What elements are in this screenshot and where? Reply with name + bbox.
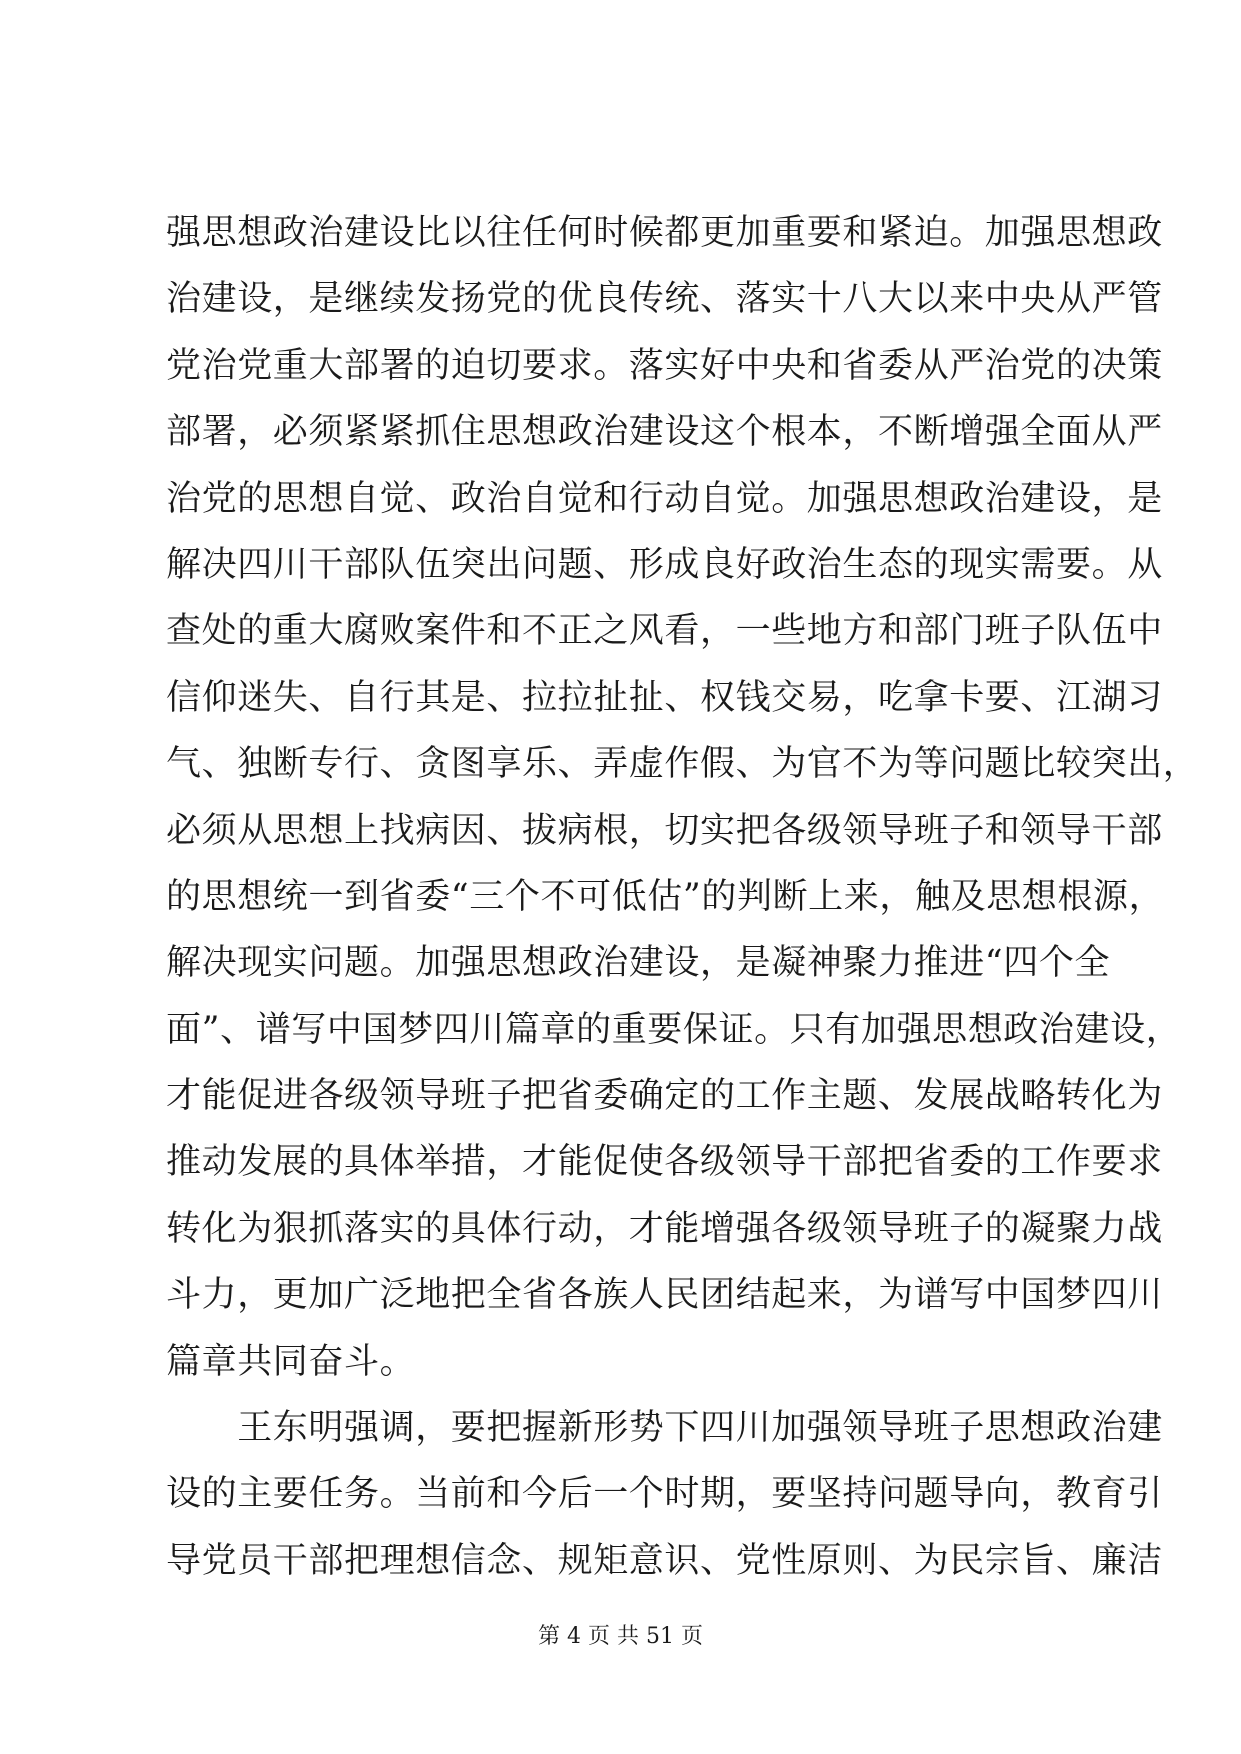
text-line: 解决四川干部队伍突出问题、形成良好政治生态的现实需要。从 xyxy=(166,544,1163,585)
text-line: 部署，必须紧紧抓住思想政治建设这个根本，不断增强全面从严 xyxy=(166,412,1163,453)
text-line: 篇章共同奋斗。 xyxy=(166,1341,416,1382)
text-line: 强思想政治建设比以往任何时候都更加重要和紧迫。加强思想政 xyxy=(166,213,1163,253)
text-line: 推动发展的具体举措，才能促使各级领导干部把省委的工作要求 xyxy=(166,1142,1163,1183)
text-line: 斗力，更加广泛地把全省各族人民团结起来，为谱写中国梦四川 xyxy=(166,1275,1163,1316)
text-line: 查处的重大腐败案件和不正之风看，一些地方和部门班子队伍中 xyxy=(166,611,1163,652)
text-line: 设的主要任务。当前和今后一个时期，要坚持问题导向，教育引 xyxy=(166,1474,1163,1515)
text-line: 转化为狠抓落实的具体行动，才能增强各级领导班子的凝聚力战 xyxy=(166,1208,1163,1249)
text-line: 治建设，是继续发扬党的优良传统、落实十八大以来中央从严管 xyxy=(166,279,1163,320)
text-line: 解决现实问题。加强思想政治建设，是凝神聚力推进“四个全 xyxy=(166,943,1111,984)
text-line: 信仰迷失、自行其是、拉拉扯扯、权钱交易，吃拿卡要、江湖习 xyxy=(166,677,1163,718)
page-number-footer: 第 4 页 共 51 页 xyxy=(538,1624,703,1649)
text-line: 气、独断专行、贪图享乐、弄虚作假、为官不为等问题比较突出， xyxy=(166,744,1199,785)
text-line: 才能促进各级领导班子把省委确定的工作主题、发展战略转化为 xyxy=(166,1076,1163,1117)
text-line: 的思想统一到省委“三个不可低估”的判断上来，触及思想根源， xyxy=(166,876,1165,917)
body-text xyxy=(166,200,1199,1594)
text-line: 治党的思想自觉、政治自觉和行动自觉。加强思想政治建设，是 xyxy=(166,478,1163,519)
text-line: 面”、谱写中国梦四川篇章的重要保证。只有加强思想政治建设， xyxy=(166,1009,1182,1050)
text-line: 必须从思想上找病因、拔病根，切实把各级领导班子和领导干部 xyxy=(166,810,1163,851)
text-line: 导党员干部把理想信念、规矩意识、党性原则、为民宗旨、廉洁 xyxy=(166,1540,1163,1581)
text-line: 党治党重大部署的迫切要求。落实好中央和省委从严治党的决策 xyxy=(166,345,1163,386)
text-line: 王东明强调，要把握新形势下四川加强领导班子思想政治建 xyxy=(166,1408,1163,1449)
